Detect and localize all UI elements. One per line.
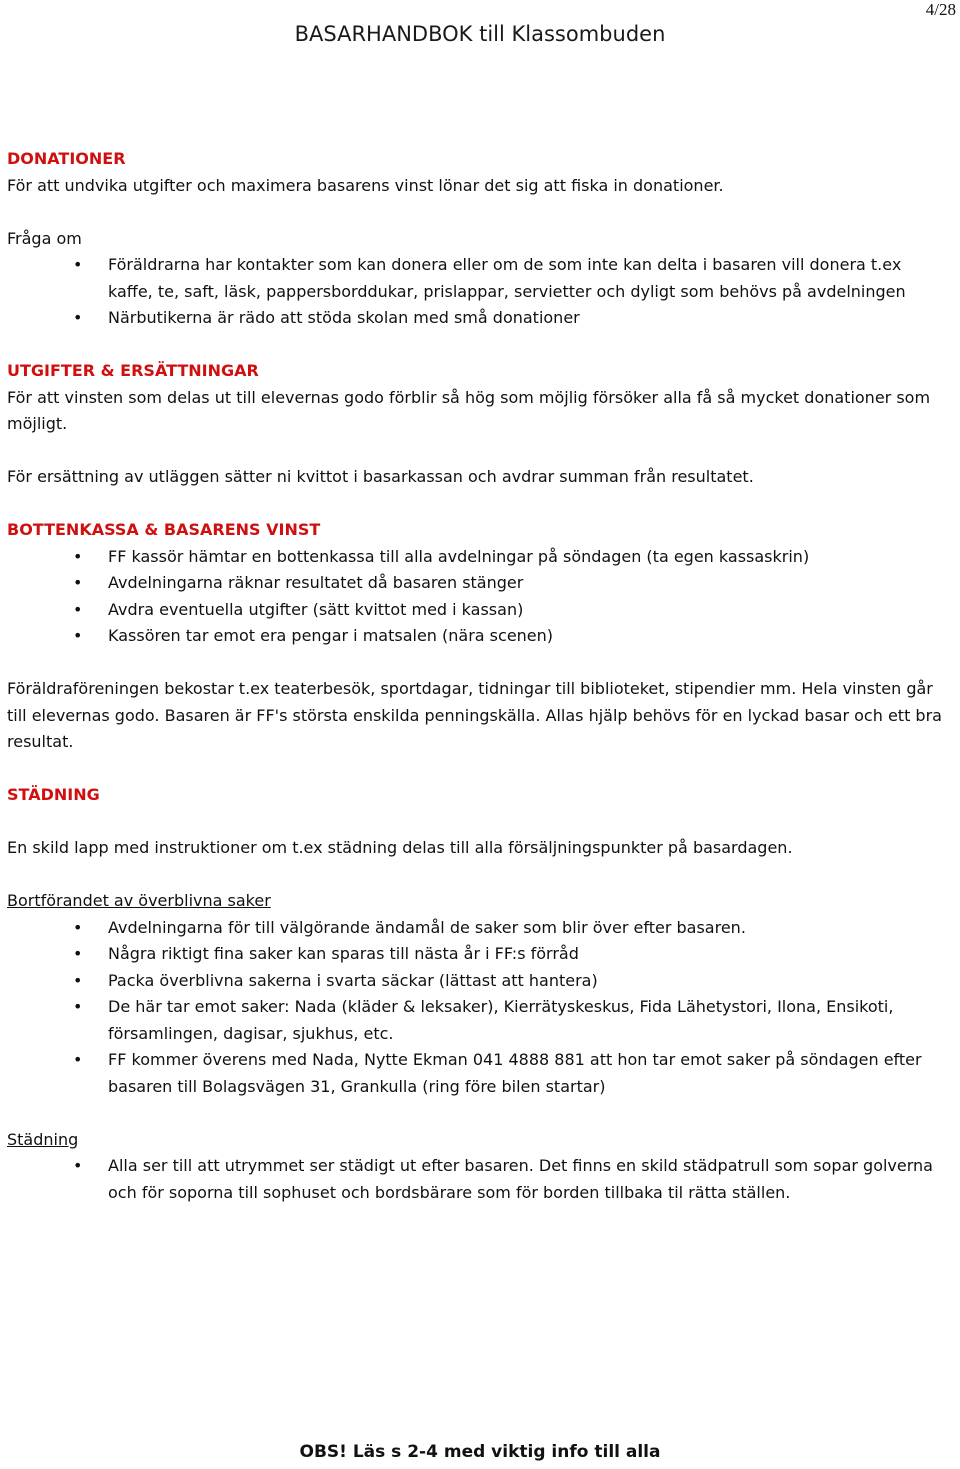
document-header: BASARHANDBOK till Klassombuden bbox=[294, 22, 666, 46]
list-item: • Avdra eventuella utgifter (sätt kvittot med i kassan) bbox=[7, 597, 947, 624]
list-item: • FF kommer överens med Nada, Nytte Ekman 041 4888 881 att hon tar emot saker på söndagen efter basaren till Bolagsvägen 31, Grankulla (ring före bilen startar) bbox=[7, 1047, 947, 1100]
section-heading-utgifter: UTGIFTER & ERSÄTTNINGAR bbox=[7, 361, 259, 380]
list-item: • FF kassör hämtar en bottenkassa till alla avdelningar på söndagen (ta egen kassaskrin) bbox=[7, 544, 947, 571]
section-heading-stadning: STÄDNING bbox=[7, 785, 100, 804]
document-body bbox=[7, 146, 947, 1206]
paragraph: För ersättning av utläggen sätter ni kvittot i basarkassan och avdrar summan från resultatet. bbox=[7, 467, 754, 486]
list-item: • Alla ser till att utrymmet ser städigt ut efter basaren. Det finns en skild städpatrull som sopar golverna och för soporna till sophuset och bordsbärare som för borden tillbaka til rätta ställen. bbox=[7, 1153, 947, 1206]
section-heading-bottenkassa: BOTTENKASSA & BASARENS VINST bbox=[7, 520, 321, 539]
paragraph: En skild lapp med instruktioner om t.ex städning delas till alla försäljningspunkter på basardagen. bbox=[7, 838, 793, 857]
list-item: • Föräldrarna har kontakter som kan donera eller om de som inte kan delta i basaren vill donera t.ex kaffe, te, saft, läsk, pappersborddukar, prislappar, servietter och dyligt som behövs på avdelningen bbox=[7, 252, 947, 305]
bullet-list bbox=[7, 544, 947, 650]
list-item: • Avdelningarna för till välgörande ändamål de saker som blir över efter basaren. bbox=[7, 915, 947, 942]
bullet-list bbox=[7, 915, 947, 1101]
subheading-stadning: Städning bbox=[7, 1129, 79, 1149]
list-item: • Närbutikerna är rädo att stöda skolan med små donationer bbox=[7, 305, 947, 332]
paragraph: Fråga om bbox=[7, 228, 82, 248]
list-item: • De här tar emot saker: Nada (kläder & leksaker), Kierrätyskeskus, Fida Lähetystori, Ilona, Ensikoti, församlingen, dagisar, sjukhus, etc. bbox=[7, 994, 947, 1047]
list-item: • Kassören tar emot era pengar i matsalen (nära scenen) bbox=[7, 623, 947, 650]
section-heading-donationer: DONATIONER bbox=[7, 149, 126, 168]
subheading-bortforandet: Bortförandet av överblivna saker bbox=[7, 891, 271, 910]
paragraph: För att vinsten som delas ut till elevernas godo förblir så hög som möjlig försöker alla få så mycket donationer som möjligt. bbox=[7, 387, 931, 433]
paragraph: För att undvika utgifter och maximera basarens vinst lönar det sig att fiska in donationer. bbox=[7, 175, 724, 195]
page-number: 4/28 bbox=[925, 0, 956, 19]
list-item: • Avdelningarna räknar resultatet då basaren stänger bbox=[7, 570, 947, 597]
list-item: • Packa överblivna sakerna i svarta säckar (lättast att hantera) bbox=[7, 968, 947, 995]
bullet-list bbox=[7, 1153, 947, 1206]
footer-note: OBS! Läs s 2-4 med viktig info till alla bbox=[299, 1442, 661, 1462]
paragraph: Föräldraföreningen bekostar t.ex teaterbesök, sportdagar, tidningar till biblioteket, stipendier mm. Hela vinsten går till elevernas godo. Basaren är FF's största enskilda penningskälla. Allas hjälp behövs för en lyckad basar och ett bra resultat. bbox=[7, 679, 942, 751]
list-item: • Några riktigt fina saker kan sparas till nästa år i FF:s förråd bbox=[7, 941, 947, 968]
bullet-list bbox=[7, 252, 947, 332]
